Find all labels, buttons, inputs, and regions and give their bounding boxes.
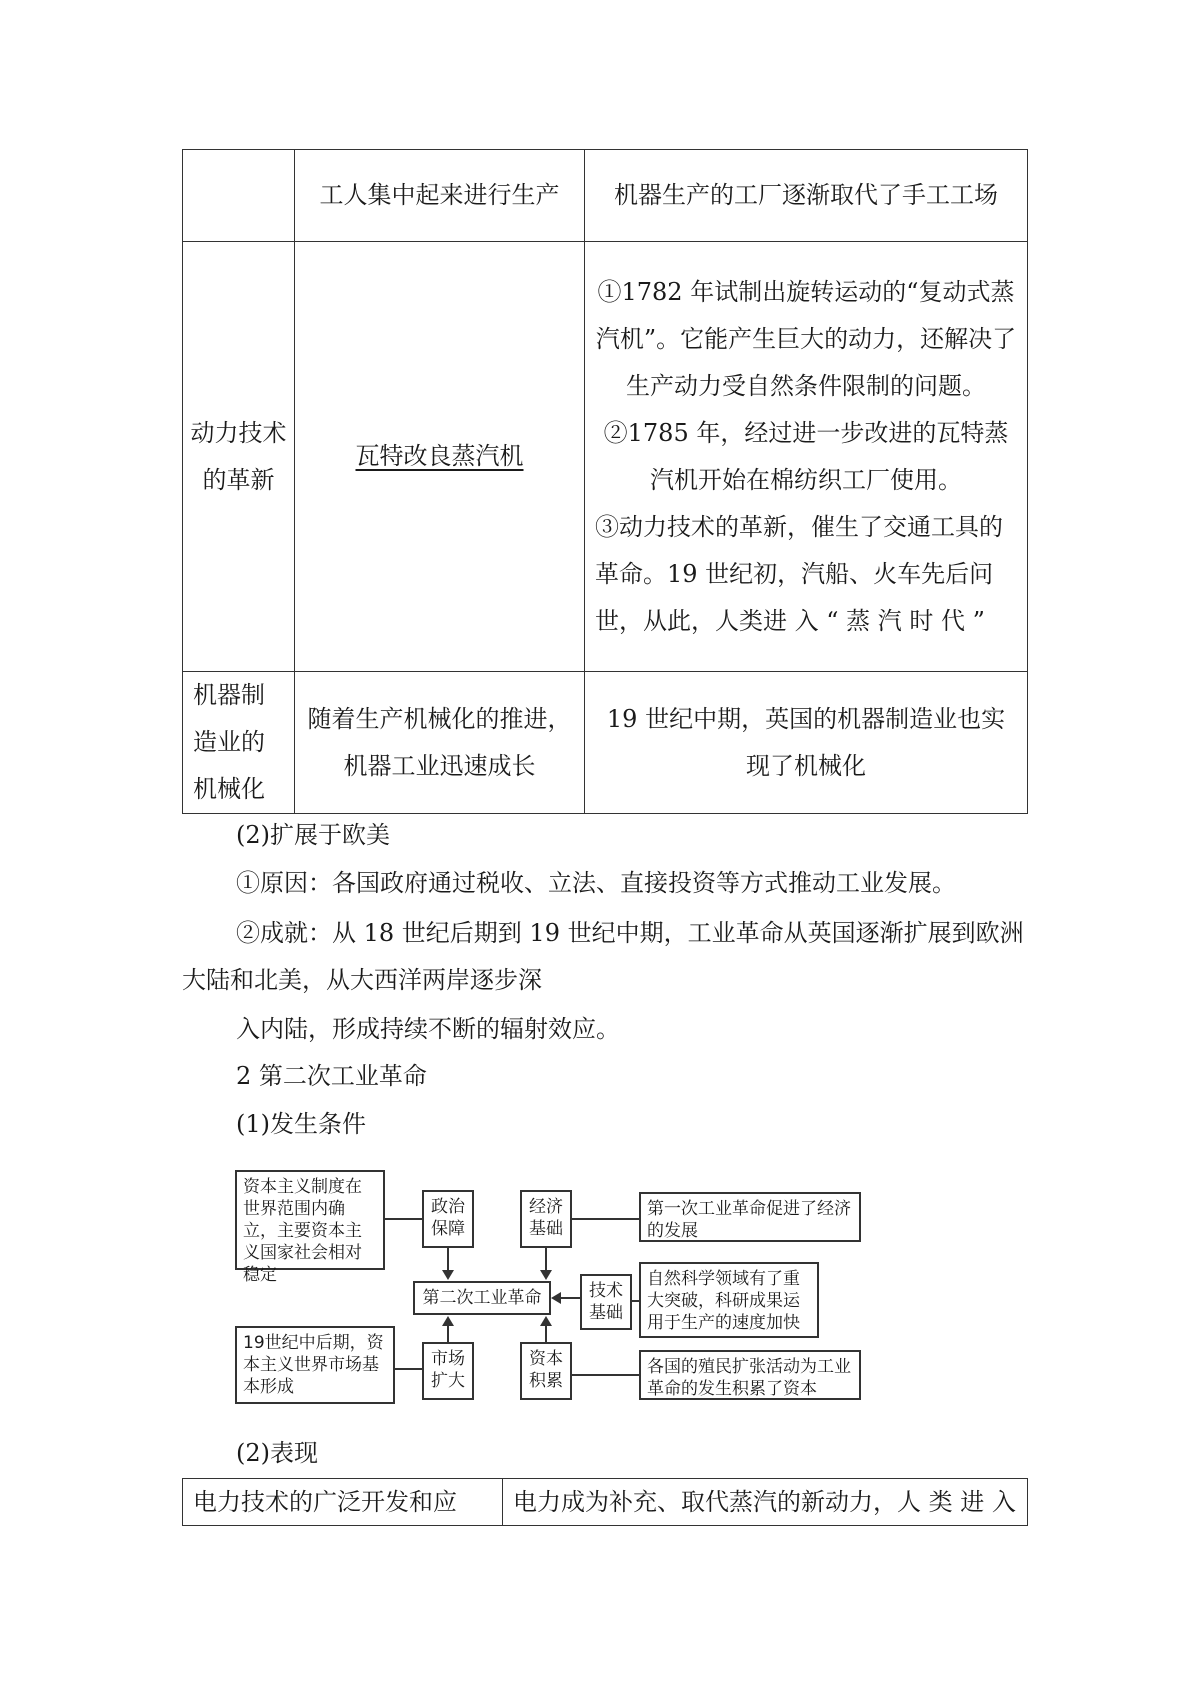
political-box: 政治保障	[422, 1190, 474, 1248]
political-desc-box: 资本主义制度在世界范围内确立，主要资本主义国家社会相对稳定	[235, 1170, 385, 1270]
table-cell	[183, 150, 295, 242]
arrow-down-icon	[442, 1270, 454, 1280]
cell-line: ③动力技术的革新，催生了交通工具的革命。19 世纪初，汽船、火车先后问世，从此，人类进 入 “ 蒸 汽 时 代 ”	[595, 512, 1003, 635]
table-cell: 19 世纪中期，英国的机器制造业也实现了机械化	[585, 672, 1028, 814]
manifestation-table	[182, 1478, 1028, 1526]
economic-desc-box: 第一次工业革命促进了经济的发展	[639, 1192, 861, 1242]
industrial-revolution-table	[182, 149, 1028, 814]
conditions-diagram	[235, 1158, 865, 1406]
underlined-answer: 瓦特改良蒸汽机	[355, 442, 524, 470]
table-cell: 机器制造业的机械化	[183, 672, 295, 814]
table-cell: 机器生产的工厂逐渐取代了手工工场	[585, 150, 1028, 242]
technical-box: 技术基础	[580, 1274, 632, 1330]
section-heading: (2)扩展于欧美	[236, 821, 390, 849]
connector-line	[447, 1248, 449, 1271]
section-heading: 2 第二次工业革命	[236, 1062, 427, 1090]
table-cell: 电力技术的广泛开发和应	[183, 1479, 503, 1526]
market-box: 市场扩大	[422, 1342, 474, 1400]
capital-desc-box: 各国的殖民扩张活动为工业革命的发生积累了资本	[639, 1350, 861, 1400]
connector-line	[447, 1325, 449, 1342]
paragraph: 入内陆，形成持续不断的辐射效应。	[236, 1015, 620, 1043]
market-desc-box: 19世纪中后期，资本主义世界市场基本形成	[235, 1326, 395, 1404]
capital-box: 资本积累	[520, 1342, 572, 1400]
arrow-up-icon	[540, 1316, 552, 1326]
arrow-left-icon	[551, 1292, 561, 1304]
table-cell: 动力技术的革新	[183, 242, 295, 672]
table-cell: 工人集中起来进行生产	[295, 150, 585, 242]
table-row	[183, 1479, 1028, 1526]
table-row	[183, 150, 1028, 242]
cell-line: ①1782 年试制出旋转运动的“复动式蒸汽机”。它能产生巨大的动力，还解决了生产动力受自然条件限制的问题。	[595, 277, 1017, 400]
table-cell: 随着生产机械化的推进，机器工业迅速成长	[295, 672, 585, 814]
section-heading: (1)发生条件	[236, 1110, 366, 1138]
connector-line	[572, 1218, 639, 1220]
table-cell: 电力成为补充、取代蒸汽的新动力，人 类 进 入	[503, 1479, 1028, 1526]
connector-line	[632, 1300, 639, 1302]
connector-line	[385, 1218, 422, 1220]
technical-desc-box: 自然科学领域有了重大突破，科研成果运用于生产的速度加快	[639, 1262, 819, 1338]
table-cell	[295, 242, 585, 672]
paragraph: ①原因：各国政府通过税收、立法、直接投资等方式推动工业发展。	[236, 869, 956, 897]
connector-line	[545, 1248, 547, 1271]
connector-line	[545, 1325, 547, 1342]
arrow-down-icon	[540, 1270, 552, 1280]
arrow-up-icon	[442, 1316, 454, 1326]
table-row	[183, 242, 1028, 672]
connector-line	[561, 1297, 580, 1299]
section-heading: (2)表现	[236, 1439, 318, 1467]
center-box: 第二次工业革命	[413, 1281, 551, 1315]
connector-line	[572, 1374, 639, 1376]
connector-line	[395, 1368, 422, 1370]
table-row	[183, 672, 1028, 814]
table-cell	[585, 242, 1028, 672]
cell-line: ②1785 年，经过进一步改进的瓦特蒸汽机开始在棉纺织工厂使用。	[603, 418, 1009, 494]
economic-box: 经济基础	[520, 1190, 572, 1248]
paragraph: ②成就：从 18 世纪后期到 19 世纪中期，工业革命从英国逐渐扩展到欧洲大陆和北美，从大西洋两岸逐步深	[182, 919, 1024, 994]
